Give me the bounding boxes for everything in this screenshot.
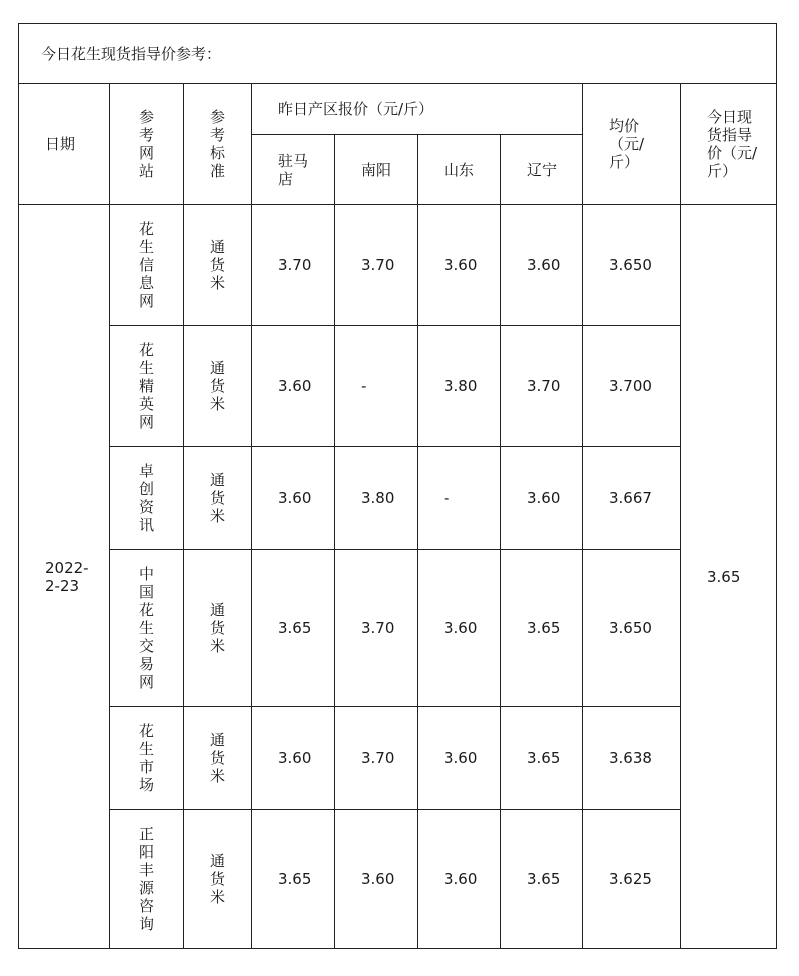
table-row: [19, 326, 777, 447]
price-nanyang: 3.70: [335, 205, 418, 326]
price-zhumadian: 3.60: [252, 707, 335, 810]
site-cell: 卓创资讯: [110, 447, 184, 550]
date-cell: 2022-2-23: [19, 205, 110, 949]
price-avg: 3.650: [583, 550, 681, 707]
title-row: [19, 24, 777, 84]
header-site: 参考网站: [110, 84, 184, 205]
price-shandong: -: [418, 447, 501, 550]
price-liaoning: 3.70: [501, 326, 583, 447]
site-cell: 花生市场: [110, 707, 184, 810]
price-nanyang: 3.70: [335, 550, 418, 707]
price-shandong: 3.60: [418, 707, 501, 810]
price-shandong: 3.60: [418, 810, 501, 949]
table-row: [19, 810, 777, 949]
standard-cell: 通货米: [184, 550, 252, 707]
table-row: [19, 550, 777, 707]
site-cell: 中国花生交易网: [110, 550, 184, 707]
header-region-nanyang: 南阳: [335, 135, 418, 205]
standard-cell: 通货米: [184, 326, 252, 447]
table-title: 今日花生现货指导价参考：: [19, 24, 777, 84]
standard-cell: 通货米: [184, 447, 252, 550]
price-liaoning: 3.65: [501, 550, 583, 707]
header-region-liaoning: 辽宁: [501, 135, 583, 205]
standard-cell: 通货米: [184, 707, 252, 810]
price-shandong: 3.60: [418, 550, 501, 707]
standard-cell: 通货米: [184, 810, 252, 949]
price-avg: 3.625: [583, 810, 681, 949]
price-nanyang: 3.80: [335, 447, 418, 550]
standard-cell: 通货米: [184, 205, 252, 326]
price-avg: 3.650: [583, 205, 681, 326]
price-zhumadian: 3.60: [252, 447, 335, 550]
header-avg: 均价（元/斤）: [583, 84, 681, 205]
price-zhumadian: 3.60: [252, 326, 335, 447]
table-row: [19, 447, 777, 550]
price-shandong: 3.80: [418, 326, 501, 447]
price-zhumadian: 3.65: [252, 550, 335, 707]
header-row-1: [19, 84, 777, 135]
guide-price-cell: 3.65: [681, 205, 777, 949]
price-table: [18, 23, 777, 949]
price-liaoning: 3.65: [501, 810, 583, 949]
price-zhumadian: 3.70: [252, 205, 335, 326]
header-yesterday-quote: 昨日产区报价（元/斤）: [252, 84, 583, 135]
price-avg: 3.667: [583, 447, 681, 550]
price-nanyang: 3.70: [335, 707, 418, 810]
price-shandong: 3.60: [418, 205, 501, 326]
price-liaoning: 3.60: [501, 447, 583, 550]
header-region-zhumadian: 驻马店: [252, 135, 335, 205]
price-liaoning: 3.60: [501, 205, 583, 326]
price-liaoning: 3.65: [501, 707, 583, 810]
price-zhumadian: 3.65: [252, 810, 335, 949]
header-guide: 今日现货指导价（元/斤）: [681, 84, 777, 205]
price-nanyang: 3.60: [335, 810, 418, 949]
price-avg: 3.638: [583, 707, 681, 810]
header-region-shandong: 山东: [418, 135, 501, 205]
site-cell: 正阳丰源咨询: [110, 810, 184, 949]
price-nanyang: -: [335, 326, 418, 447]
table-row: [19, 205, 777, 326]
header-date: 日期: [19, 84, 110, 205]
header-standard: 参考标准: [184, 84, 252, 205]
table-row: [19, 707, 777, 810]
site-cell: 花生信息网: [110, 205, 184, 326]
site-cell: 花生精英网: [110, 326, 184, 447]
price-avg: 3.700: [583, 326, 681, 447]
